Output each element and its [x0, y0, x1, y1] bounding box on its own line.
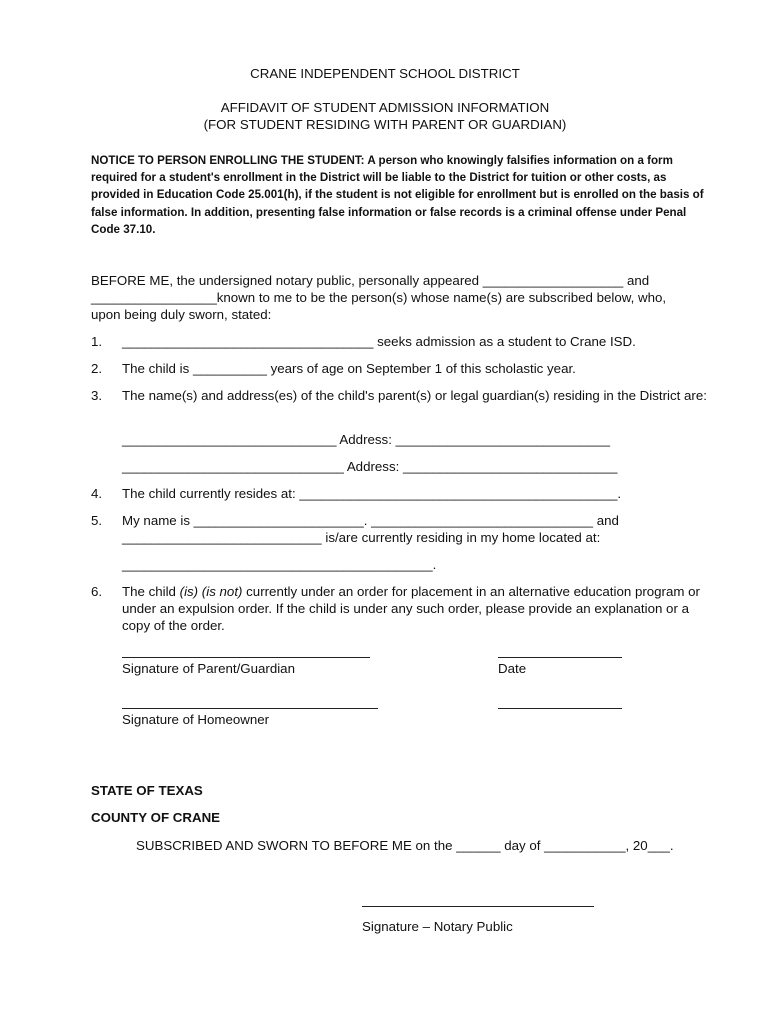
- form-title: AFFIDAVIT OF STUDENT ADMISSION INFORMATION: [220, 100, 550, 115]
- item-1-student-name[interactable]: __________________________________ seeks admission as a student to Crane ISD.: [122, 334, 636, 349]
- item-4-residence[interactable]: The child currently resides at: ___________________________________________.: [122, 486, 622, 501]
- intro-line-3: upon being duly sworn, stated:: [91, 307, 272, 322]
- guardian-address-row-1[interactable]: _____________________________ Address: _____________________________: [122, 432, 611, 447]
- item-number-3: 3.: [91, 388, 103, 403]
- item-number-1: 1.: [91, 334, 103, 349]
- date-line[interactable]: [498, 657, 622, 658]
- parent-signature-line[interactable]: [122, 657, 370, 658]
- intro-line-1: BEFORE ME, the undersigned notary public, personally appeared ___________________ and: [91, 273, 650, 288]
- date-label: Date: [498, 661, 527, 676]
- item-6-text: The child (is) (is not) currently under an order for placement in an alternative education program or under an expulsion order. If the child is under any such order, please provide an explanation or a copy of the order.: [122, 584, 700, 634]
- is-is-not-options: (is) (is not): [179, 584, 243, 599]
- county-heading: COUNTY OF CRANE: [91, 810, 221, 825]
- notary-signature-line[interactable]: [362, 906, 594, 907]
- homeowner-date-line[interactable]: [498, 708, 622, 709]
- sworn-statement[interactable]: SUBSCRIBED AND SWORN TO BEFORE ME on the ______ day of ___________, 20___.: [136, 838, 674, 853]
- homeowner-signature-label: Signature of Homeowner: [122, 712, 270, 727]
- item-2-child-age[interactable]: The child is __________ years of age on September 1 of this scholastic year.: [122, 361, 576, 376]
- item-number-5: 5.: [91, 513, 103, 528]
- item-5-line-2[interactable]: ___________________________ is/are currently residing in my home located at:: [122, 530, 601, 545]
- item-5-line-3[interactable]: __________________________________________.: [122, 557, 437, 572]
- item-number-6: 6.: [91, 584, 103, 599]
- guardian-address-row-2[interactable]: ______________________________ Address: _____________________________: [122, 459, 618, 474]
- item-5-line-1[interactable]: My name is _______________________. ______________________________ and: [122, 513, 619, 528]
- notary-signature-label: Signature – Notary Public: [362, 919, 513, 934]
- form-subtitle: (FOR STUDENT RESIDING WITH PARENT OR GUARDIAN): [203, 117, 567, 132]
- state-heading: STATE OF TEXAS: [91, 783, 203, 798]
- district-name: CRANE INDEPENDENT SCHOOL DISTRICT: [250, 66, 520, 81]
- intro-line-2: _________________known to me to be the person(s) whose name(s) are subscribed below, who,: [91, 290, 667, 305]
- item-number-4: 4.: [91, 486, 103, 501]
- item-3-text: The name(s) and address(es) of the child's parent(s) or legal guardian(s) residing in the District are:: [122, 388, 707, 403]
- item-number-2: 2.: [91, 361, 103, 376]
- parent-signature-label: Signature of Parent/Guardian: [122, 661, 295, 676]
- homeowner-signature-line[interactable]: [122, 708, 378, 709]
- enrollment-notice: NOTICE TO PERSON ENROLLING THE STUDENT: A person who knowingly falsifies information on a form required for a student's enrollment in the District will be liable to the District for tuition or other costs, as provided in Education Code 25.001(h), if the student is not eligible for enrollment but is enrolled on the basis of false information. In addition, presenting false information or false records is a criminal offense under Penal Code 37.10.: [91, 154, 704, 236]
